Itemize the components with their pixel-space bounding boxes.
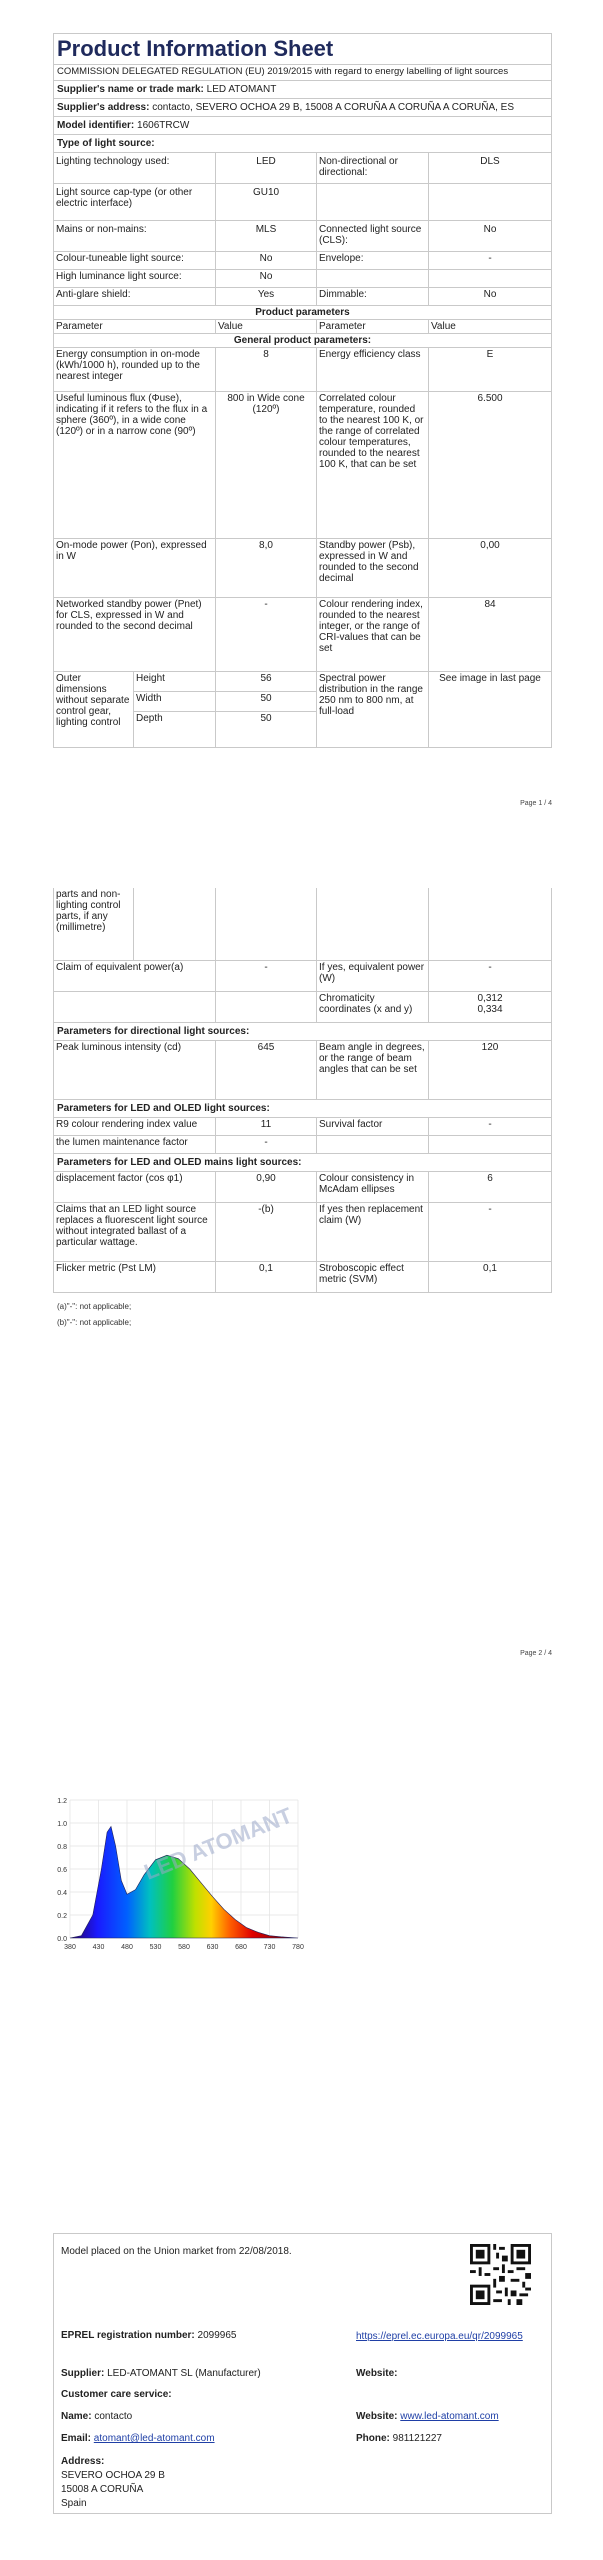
supplier-info-box xyxy=(53,2233,552,2514)
dimension-key: Depth xyxy=(136,713,163,724)
x-tick-label: 780 xyxy=(292,1944,304,1951)
type-row: Lighting technology used: LED Non-directional or directional: DLS xyxy=(54,153,551,184)
type-row: Colour-tuneable light source: No Envelope: - xyxy=(54,252,551,270)
param-row: Energy consumption in on-mode (kWh/1000 h), rounded up to the nearest integer 8 Energy efficiency class E xyxy=(54,348,551,392)
y-tick-label: 1.2 xyxy=(57,1798,67,1805)
param-row: Claim of equivalent power(a) - If yes, equivalent power (W) - xyxy=(54,961,551,992)
dimension-key: Width xyxy=(134,692,215,712)
model-row: Model identifier: 1606TRCW xyxy=(57,120,190,131)
type-row: Mains or non-mains: MLS Connected light source (CLS): No xyxy=(54,221,551,252)
address-line: Spain xyxy=(61,2498,87,2509)
led-heading: Parameters for LED and OLED light sources: xyxy=(57,1103,270,1114)
email-link[interactable]: atomant@led-atomant.com xyxy=(93,2433,215,2444)
website-link[interactable]: www.led-atomant.com xyxy=(400,2411,499,2422)
dimensions-label-continued: parts and non-lighting control parts, if any (millimetre) xyxy=(54,888,134,960)
y-tick-label: 0.2 xyxy=(57,1913,67,1920)
param-row: Peak luminous intensity (cd) 645 Beam angle in degrees, or the range of beam angles that can be set 120 xyxy=(54,1041,551,1100)
param-row: R9 colour rendering index value 11 Survival factor - xyxy=(54,1118,551,1136)
x-tick-label: 630 xyxy=(206,1944,219,1951)
page-2-sheet xyxy=(53,888,552,1293)
dimensions-row xyxy=(54,672,551,747)
y-tick-label: 0.4 xyxy=(57,1890,67,1897)
x-tick-label: 680 xyxy=(235,1944,247,1951)
supplier-row: Supplier: LED-ATOMANT SL (Manufacturer) xyxy=(61,2368,261,2379)
x-tick-label: 530 xyxy=(149,1944,162,1951)
footnote-a: (a)"-": not applicable; xyxy=(57,1302,132,1311)
customer-care-heading: Customer care service: xyxy=(61,2389,172,2400)
address-line: SEVERO OCHOA 29 B xyxy=(61,2470,165,2481)
y-tick-label: 1.0 xyxy=(57,1821,67,1828)
param-row: Chromaticity coordinates (x and y) 0,312 0,334 xyxy=(54,992,551,1023)
email-row: Email: atomant@led-atomant.com xyxy=(61,2433,215,2444)
spectrum-svg xyxy=(48,1788,308,1958)
dimension-key: Height xyxy=(134,672,215,692)
x-tick-label: 730 xyxy=(263,1944,276,1951)
y-tick-label: 0.8 xyxy=(57,1844,67,1851)
market-date: Model placed on the Union market from 22/08/2018. xyxy=(61,2246,292,2257)
product-params-heading: Product parameters xyxy=(255,307,350,318)
dimensions-label: Outer dimensions without separate control gear, lighting control xyxy=(54,672,134,747)
y-tick-label: 0.0 xyxy=(57,1936,67,1943)
x-tick-label: 580 xyxy=(178,1944,190,1951)
page-1-sheet xyxy=(53,33,552,748)
param-row: the lumen maintenance factor - xyxy=(54,1136,551,1154)
address-line: 15008 A CORUÑA xyxy=(61,2484,144,2495)
general-params-heading: General product parameters: xyxy=(233,335,372,346)
type-row: Light source cap-type (or other electric interface) GU10 xyxy=(54,184,551,221)
dimension-value: 50 xyxy=(216,692,316,712)
watermark-text: LED ATOMANT xyxy=(140,1802,296,1885)
qr-code-icon[interactable] xyxy=(470,2244,531,2305)
contact-name-row: Name: contacto xyxy=(61,2411,133,2422)
x-tick-label: 380 xyxy=(64,1944,76,1951)
regulation-text: COMMISSION DELEGATED REGULATION (EU) 2019/2015 with regard to energy labelling of light sources xyxy=(57,66,509,77)
spd-value: See image in last page xyxy=(439,673,541,684)
page-number: Page 1 / 4 xyxy=(520,800,552,807)
page-number: Page 2 / 4 xyxy=(520,1650,552,1657)
param-row: Claims that an LED light source replaces a fluorescent light source without integrated ballast of a particular wattage. -(b) If yes then replacement claim (W) - xyxy=(54,1203,551,1262)
supplier-address-row: Supplier's address: contacto, SEVERO OCHOA 29 B, 15008 A CORUÑA A CORUÑA A CORUÑA, ES xyxy=(57,102,515,113)
phone-row: Phone: 981121227 xyxy=(356,2433,442,2444)
address-label: Address: xyxy=(61,2456,105,2467)
supplier-name-row: Supplier's name or trade mark: LED ATOMANT xyxy=(57,84,277,95)
x-tick-label: 430 xyxy=(92,1944,105,1951)
type-row: Anti-glare shield: Yes Dimmable: No xyxy=(54,288,551,306)
eprel-row: EPREL registration number: 2099965 xyxy=(61,2330,237,2341)
param-row: Useful luminous flux (Φuse), indicating if it refers to the flux in a sphere (360º), in a wide cone (120º) or in a narrow cone (90º) 800 in Wide cone (120º) Correlated colour temperature, rounded to the nearest 100 K, or the range of correlated colour temperatures, rounded to the nearest 100 K, that can be set 6.500 xyxy=(54,392,551,539)
type-heading: Type of light source: xyxy=(57,138,155,149)
directional-heading: Parameters for directional light sources: xyxy=(57,1026,250,1037)
param-row: Networked standby power (Pnet) for CLS, expressed in W and rounded to the second decimal - Colour rendering index, rounded to the nearest integer, or the range of CRI-values that can be set 84 xyxy=(54,598,551,672)
param-row: displacement factor (cos φ1) 0,90 Colour consistency in McAdam ellipses 6 xyxy=(54,1172,551,1203)
params-header-row: Parameter Value Parameter Value xyxy=(54,320,551,334)
mains-heading: Parameters for LED and OLED mains light sources: xyxy=(57,1157,302,1168)
footnote-b: (b)"-": not applicable; xyxy=(57,1318,132,1327)
x-axis-ticks xyxy=(64,1944,304,1951)
x-tick-label: 480 xyxy=(121,1944,133,1951)
y-axis-ticks xyxy=(57,1798,67,1943)
param-row: On-mode power (Pon), expressed in W 8,0 Standby power (Psb), expressed in W and rounded to the second decimal 0,00 xyxy=(54,539,551,598)
type-row: High luminance light source: No xyxy=(54,270,551,288)
spd-label: Spectral power distribution in the range 250 nm to 800 nm, at full-load xyxy=(317,672,429,747)
page-title: Product Information Sheet xyxy=(57,36,334,61)
contact-website-row: Website: www.led-atomant.com xyxy=(356,2411,499,2422)
param-row: Flicker metric (Pst LM) 0,1 Stroboscopic effect metric (SVM) 0,1 xyxy=(54,1262,551,1292)
y-tick-label: 0.6 xyxy=(57,1867,67,1874)
dimension-value: 50 xyxy=(260,713,272,724)
dimension-value: 56 xyxy=(216,672,316,692)
dimensions-continued-row xyxy=(54,888,551,961)
spectrum-chart xyxy=(48,1788,308,1958)
website-label: Website: xyxy=(356,2368,398,2379)
eprel-link[interactable]: https://eprel.ec.europa.eu/qr/2099965 xyxy=(356,2331,523,2342)
